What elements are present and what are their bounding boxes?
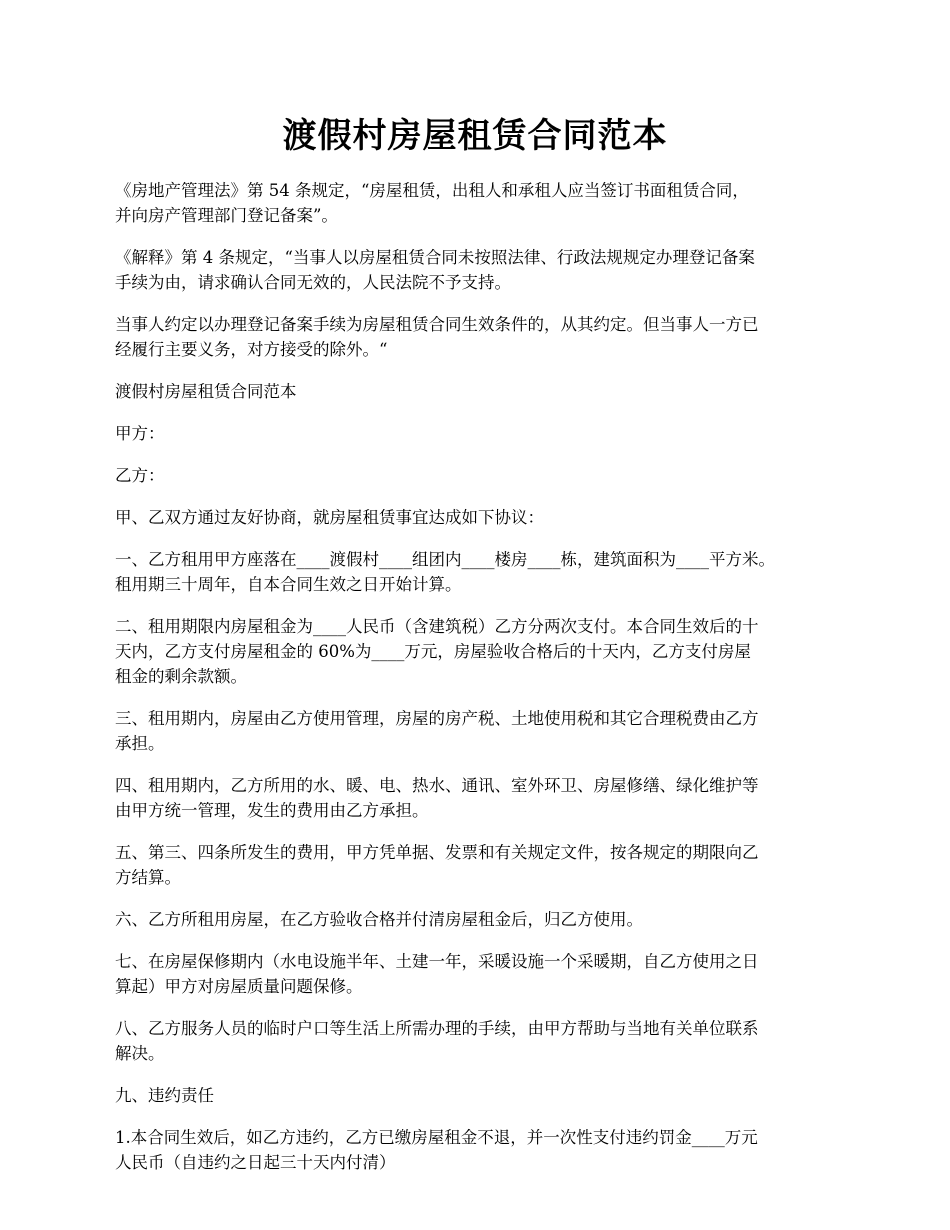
document-title: 渡假村房屋租赁合同范本 (282, 116, 668, 156)
clause-9-item-1: 1.本合同生效后，如乙方违约，乙方已缴房屋租金不退，并一次性支付违约罚金____万元 人民币（自违约之日起三十天内付清） (115, 1128, 758, 1172)
clause-3: 三、租用期内，房屋由乙方使用管理，房屋的房产税、土地使用税和其它合理税费由乙方 承担。 (115, 709, 759, 753)
paragraph-party-a: 甲方： (115, 424, 165, 443)
clause-6: 六、乙方所租用房屋，在乙方验收合格并付清房屋租金后，归乙方使用。 (115, 910, 643, 929)
paragraph-law-article: 《房地产管理法》第 54 条规定，“房屋租赁，出租人和承租人应当签订书面租赁合同， 并向房产管理部门登记备案”。 (115, 181, 749, 225)
clause-9-heading: 九、违约责任 (115, 1086, 214, 1105)
clause-4: 四、租用期内，乙方所用的水、暖、电、热水、通讯、室外环卫、房屋修缮、绿化维护等 由甲方统一管理，发生的费用由乙方承担。 (115, 776, 759, 820)
paragraph-preamble: 甲、乙双方通过友好协商，就房屋租赁事宜达成如下协议： (115, 508, 544, 527)
paragraph-contract-title: 渡假村房屋租赁合同范本 (115, 382, 297, 401)
clause-7: 七、在房屋保修期内（水电设施半年、土建一年，采暖设施一个采暖期，自乙方使用之日 算起）甲方对房屋质量问题保修。 (115, 952, 759, 996)
clause-2: 二、租用期限内房屋租金为____人民币（含建筑税）乙方分两次支付。本合同生效后的十 天内，乙方支付房屋租金的 60%为____万元，房屋验收合格后的十天内，乙方支付房屋 租金的剩余款额。 (115, 617, 759, 686)
paragraph-agreement-condition: 当事人约定以办理登记备案手续为房屋租赁合同生效条件的，从其约定。但当事人一方已 经履行主要义务，对方接受的除外。“ (115, 315, 759, 359)
clause-8: 八、乙方服务人员的临时户口等生活上所需办理的手续，由甲方帮助与当地有关单位联系 解决。 (115, 1019, 759, 1063)
document-body (115, 178, 850, 1192)
paragraph-interpretation: 《解释》第 4 条规定，“当事人以房屋租赁合同未按照法律、行政法规规定办理登记备案 手续为由，请求确认合同无效的，人民法院不予支持。 (115, 248, 755, 292)
clause-1: 一、乙方租用甲方座落在____渡假村____组团内____楼房____栋，建筑面积为____平方米。 租用期三十周年，自本合同生效之日开始计算。 (115, 550, 775, 594)
paragraph-party-b: 乙方： (115, 466, 165, 485)
clause-5: 五、第三、四条所发生的费用，甲方凭单据、发票和有关规定文件，按各规定的期限向乙 方结算。 (115, 843, 759, 887)
